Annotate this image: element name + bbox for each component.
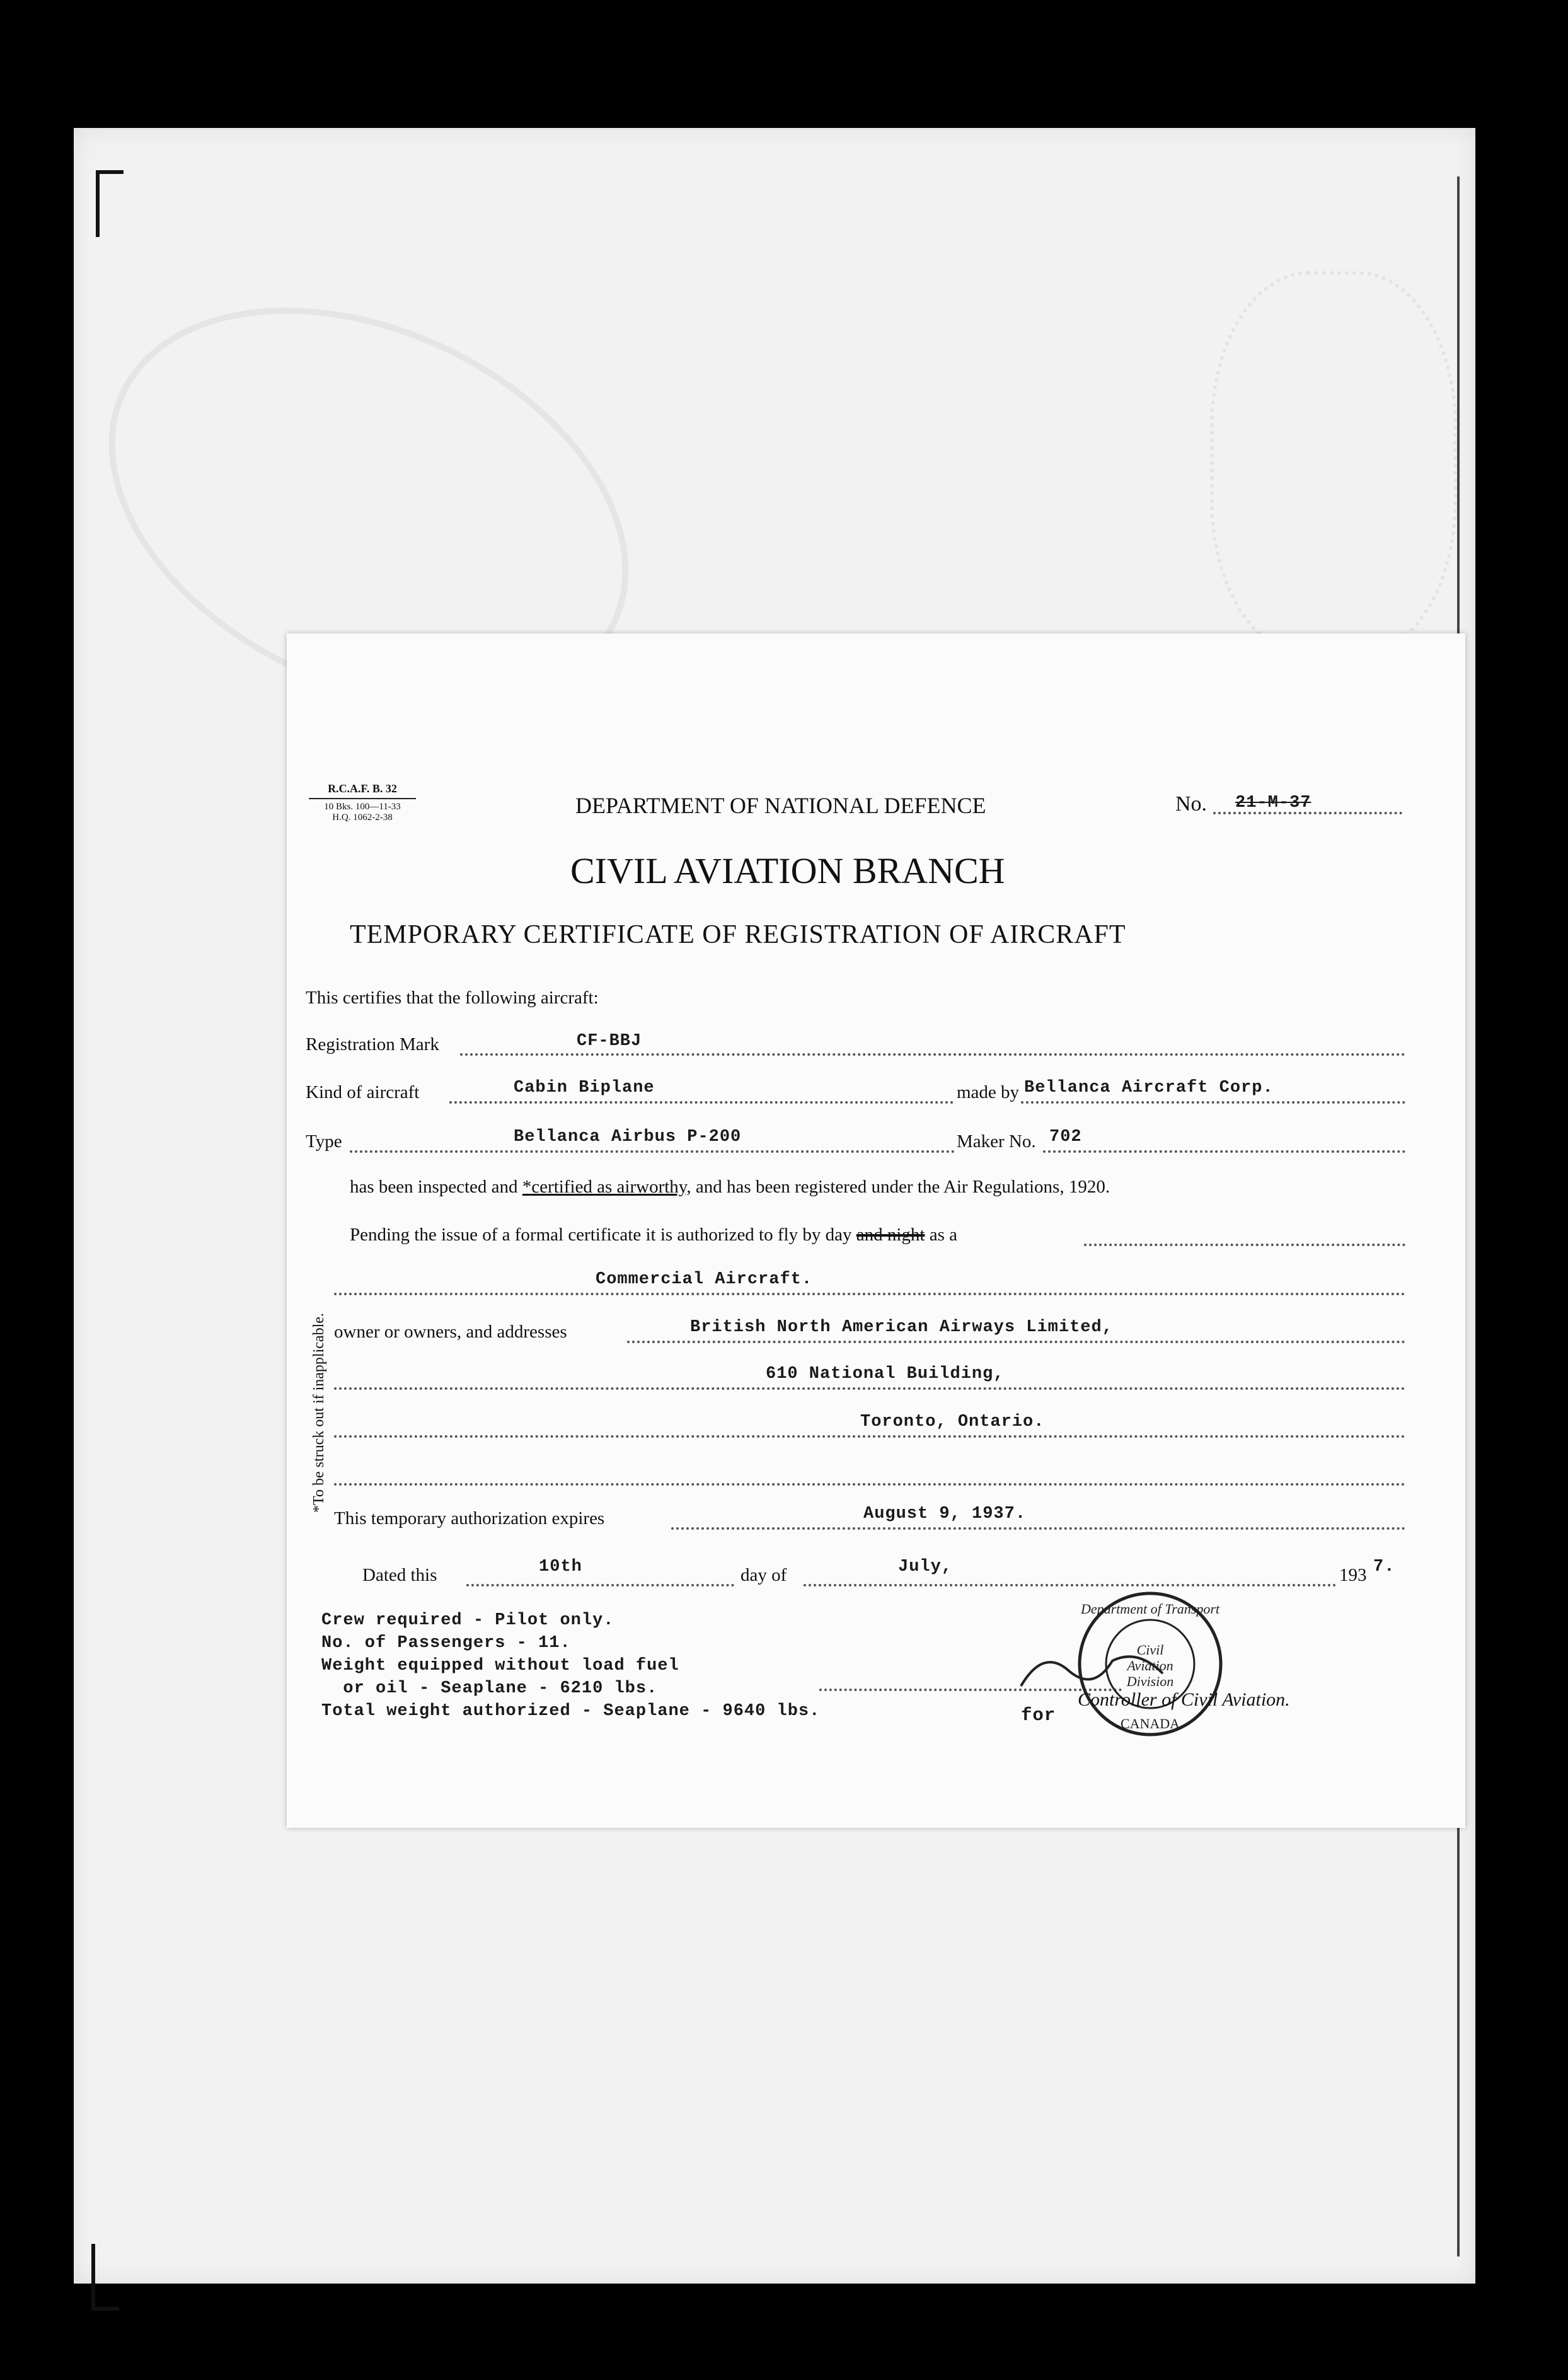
controller-label: Controller of Civil Aviation. bbox=[1078, 1689, 1290, 1710]
pending-pre: Pending the issue of a formal certificate it is authorized to fly by day bbox=[350, 1225, 856, 1245]
note-line: Crew required - Pilot only. bbox=[321, 1611, 614, 1630]
inspected-pre: has been inspected and bbox=[350, 1177, 522, 1197]
for-label: for bbox=[1021, 1705, 1056, 1726]
department-heading: DEPARTMENT OF NATIONAL DEFENCE bbox=[575, 793, 986, 818]
pending-leader bbox=[1084, 1244, 1405, 1246]
owner-line: British North American Airways Limited, bbox=[690, 1318, 1113, 1337]
made-by-value: Bellanca Aircraft Corp. bbox=[1024, 1078, 1274, 1097]
form-id-line: H.Q. 1062-2-38 bbox=[332, 812, 393, 823]
owner-leader bbox=[334, 1435, 1405, 1438]
dated-day: 10th bbox=[539, 1557, 582, 1576]
struck-night: and night bbox=[856, 1225, 925, 1245]
kind-leader bbox=[449, 1101, 954, 1104]
maker-no-value: 702 bbox=[1049, 1128, 1082, 1147]
dated-month: July, bbox=[898, 1557, 953, 1576]
official-seal bbox=[1075, 1588, 1226, 1740]
maker-no-label: Maker No. bbox=[957, 1131, 1036, 1152]
purpose-leader bbox=[334, 1293, 1405, 1295]
seal-bottom-text: CANADA bbox=[1120, 1716, 1180, 1731]
intro-text: This certifies that the following aircraft: bbox=[306, 988, 599, 1008]
note-line: No. of Passengers - 11. bbox=[321, 1634, 571, 1653]
certificate-number: 21-M-37 bbox=[1235, 794, 1311, 812]
note-line: Total weight authorized - Seaplane - 9640 lbs. bbox=[321, 1702, 821, 1721]
pending-line bbox=[350, 1225, 957, 1245]
day-of-label: day of bbox=[741, 1565, 787, 1585]
seal-inner-text: Civil bbox=[1136, 1642, 1164, 1658]
pending-post: as a bbox=[925, 1225, 957, 1245]
seal-inner-text: Aviation bbox=[1127, 1658, 1173, 1673]
branch-heading: CIVIL AVIATION BRANCH bbox=[570, 850, 1005, 891]
seal-inner-text: Division bbox=[1126, 1673, 1174, 1689]
note-line: Weight equipped without load fuel bbox=[321, 1656, 679, 1675]
corner-mark-bottom-left bbox=[91, 2244, 119, 2311]
owner-label: owner or owners, and addresses bbox=[334, 1322, 567, 1342]
registration-leader bbox=[460, 1053, 1405, 1056]
owner-line: 610 National Building, bbox=[766, 1365, 1005, 1384]
kind-value: Cabin Biplane bbox=[514, 1078, 655, 1097]
certificate bbox=[287, 633, 1465, 1828]
note-line: or oil - Seaplane - 6210 lbs. bbox=[321, 1679, 658, 1698]
form-id bbox=[309, 782, 416, 823]
registration-value: CF-BBJ bbox=[577, 1032, 642, 1051]
side-note: *To be struck out if inapplicable. bbox=[311, 1313, 327, 1513]
day-leader bbox=[466, 1584, 734, 1586]
inspected-post: and has been registered under the Air Regulations, 1920. bbox=[691, 1177, 1110, 1197]
owner-leader bbox=[334, 1387, 1405, 1390]
year-digit: 7. bbox=[1373, 1557, 1395, 1576]
kind-label: Kind of aircraft bbox=[306, 1082, 420, 1102]
owner-leader bbox=[334, 1483, 1405, 1486]
form-id-line: R.C.A.F. B. 32 bbox=[309, 782, 416, 799]
inspected-line bbox=[350, 1177, 1110, 1198]
made-by-label: made by bbox=[957, 1082, 1020, 1102]
dated-label: Dated this bbox=[362, 1565, 437, 1585]
expiry-leader bbox=[671, 1527, 1405, 1530]
airworthy-text: *certified as airworthy, bbox=[522, 1177, 691, 1197]
type-label: Type bbox=[306, 1131, 342, 1152]
expiry-label: This temporary authorization expires bbox=[334, 1508, 605, 1528]
number-label: No. bbox=[1175, 792, 1208, 816]
form-id-line: 10 Bks. 100—11-33 bbox=[324, 802, 401, 812]
month-leader bbox=[804, 1584, 1336, 1586]
owner-line: Toronto, Ontario. bbox=[860, 1412, 1045, 1431]
owner-leader bbox=[627, 1341, 1405, 1343]
made-by-leader bbox=[1021, 1101, 1405, 1104]
type-leader bbox=[350, 1150, 955, 1153]
maker-no-leader bbox=[1043, 1150, 1405, 1153]
mount-smudge bbox=[1210, 271, 1457, 657]
seal-outer-text: Department of Transport bbox=[1080, 1601, 1220, 1617]
purpose-value: Commercial Aircraft. bbox=[596, 1270, 813, 1289]
corner-mark-top-left bbox=[96, 170, 124, 237]
year-prefix: 193 bbox=[1339, 1565, 1367, 1585]
aircraft-notes bbox=[321, 1609, 820, 1723]
type-value: Bellanca Airbus P-200 bbox=[514, 1128, 742, 1147]
certificate-title: TEMPORARY CERTIFICATE OF REGISTRATION OF AIRCRAFT bbox=[350, 920, 1126, 949]
registration-label: Registration Mark bbox=[306, 1034, 439, 1054]
expiry-value: August 9, 1937. bbox=[863, 1505, 1027, 1523]
